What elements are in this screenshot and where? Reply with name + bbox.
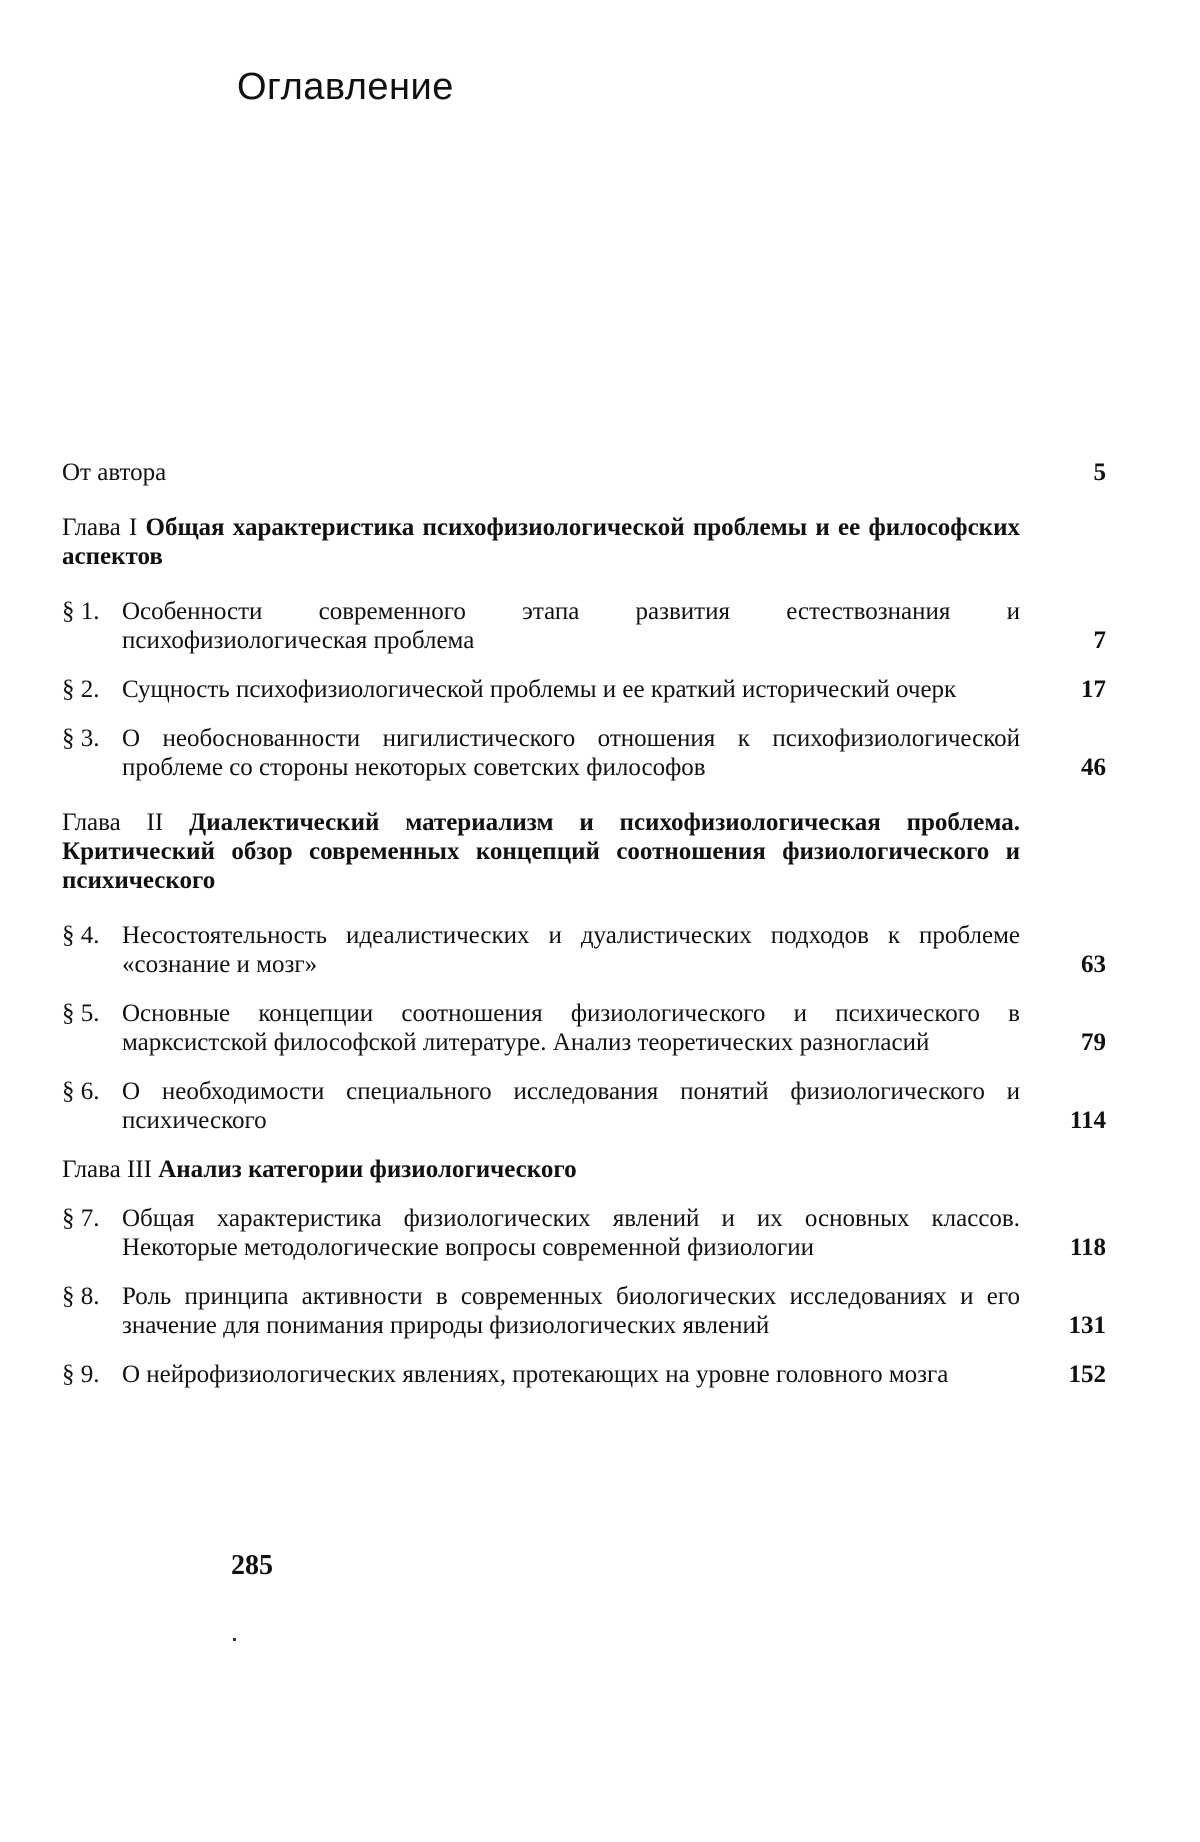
toc-page-number: 7 xyxy=(1093,627,1106,654)
toc-page-number: 79 xyxy=(1081,1029,1106,1056)
chapter-label: Глава II xyxy=(62,809,164,836)
section-title: О нейрофизиологических явлениях, протекающих на уровне головного мозга xyxy=(122,1361,949,1388)
toc-page-number: 131 xyxy=(1068,1312,1106,1339)
chapter-title: Диалектический материализм и психофизиологическая проблема. Критический обзор современных концепций соотношения физиологического и психического xyxy=(62,809,1021,894)
section-number: § 2. xyxy=(62,676,100,703)
toc-page-number: 5 xyxy=(1093,459,1106,486)
toc-section-7[interactable] xyxy=(62,1204,1120,1262)
print-speck xyxy=(233,1638,236,1641)
toc-page-number: 152 xyxy=(1068,1361,1106,1388)
section-number: § 6. xyxy=(62,1078,100,1105)
toc-section-5[interactable] xyxy=(62,999,1120,1057)
chapter-label: Глава I xyxy=(62,514,138,541)
toc-section-4[interactable] xyxy=(62,921,1120,979)
section-number: § 1. xyxy=(62,598,100,625)
toc-page-number: 46 xyxy=(1081,754,1106,781)
toc-section-9[interactable] xyxy=(62,1360,1120,1389)
section-number: § 4. xyxy=(62,922,100,949)
page-title: Оглавление xyxy=(237,66,454,108)
toc-page-number: 118 xyxy=(1069,1234,1106,1261)
section-title: Основные концепции соотношения физиологического и психического в марксистской философской литературе. Анализ теоретических разногласий xyxy=(122,1000,1020,1056)
toc-section-1[interactable] xyxy=(62,597,1120,655)
toc-page-number: 17 xyxy=(1081,676,1106,703)
toc-section-2[interactable] xyxy=(62,675,1120,704)
toc-chapter-1[interactable] xyxy=(62,513,1120,571)
section-number: § 7. xyxy=(62,1205,100,1232)
section-title: Общая характеристика физиологических явлений и их основных классов. Некоторые методологические вопросы современной физиологии xyxy=(122,1205,1020,1261)
chapter-title: Анализ категории физиологического xyxy=(158,1156,577,1183)
toc-section-3[interactable] xyxy=(62,724,1120,782)
section-title: Роль принципа активности в современных биологических исследованиях и его значение для понимания природы физиологических явлений xyxy=(122,1283,1020,1339)
section-title: О необоснованности нигилистического отношения к психофизиологической проблеме со стороны некоторых советских философов xyxy=(122,725,1020,781)
toc-entry-from-author[interactable] xyxy=(62,458,1120,487)
page-folio-number: 285 xyxy=(231,1550,273,1581)
section-number: § 8. xyxy=(62,1283,100,1310)
toc-section-6[interactable] xyxy=(62,1077,1120,1135)
section-number: § 3. xyxy=(62,725,100,752)
toc-chapter-2[interactable] xyxy=(62,808,1120,895)
section-title: О необходимости специального исследования понятий физиологического и психического xyxy=(122,1078,1020,1134)
chapter-title: Общая характеристика психофизиологической проблемы и ее философских аспектов xyxy=(62,514,1020,570)
section-number: § 5. xyxy=(62,1000,100,1027)
table-of-contents xyxy=(62,458,1120,1389)
toc-page-number: 114 xyxy=(1069,1107,1106,1134)
chapter-label: Глава III xyxy=(62,1156,152,1183)
toc-entry-text: От автора xyxy=(62,459,167,486)
toc-chapter-3[interactable] xyxy=(62,1155,1120,1184)
section-title: Несостоятельность идеалистических и дуалистических подходов к проблеме «сознание и мозг» xyxy=(122,922,1020,978)
toc-page-number: 63 xyxy=(1081,951,1106,978)
toc-section-8[interactable] xyxy=(62,1282,1120,1340)
section-title: Особенности современного этапа развития естествознания и психофизиологическая проблема xyxy=(122,598,1020,654)
section-title: Сущность психофизиологической проблемы и ее краткий исторический очерк xyxy=(122,676,957,703)
section-number: § 9. xyxy=(62,1361,100,1388)
